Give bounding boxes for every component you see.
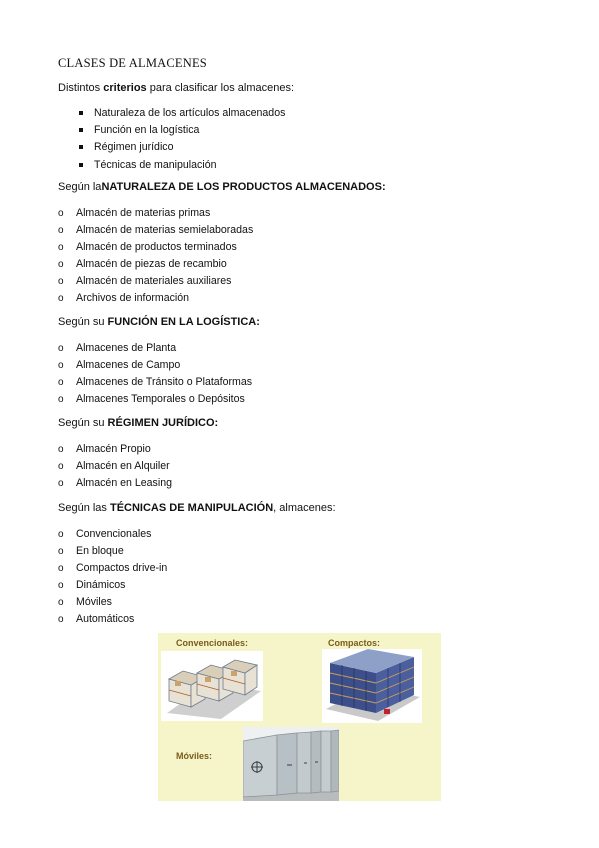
criteria-item — [58, 122, 285, 139]
circle-bullet-icon: o — [58, 529, 64, 540]
circle-bullet-icon: o — [58, 597, 64, 609]
section-heading-naturaleza — [58, 181, 386, 193]
list-item-label: Almacén de materias semielaboradas — [76, 224, 254, 237]
list-item — [58, 391, 252, 408]
list-item — [58, 290, 253, 307]
list-item-label: En bloque — [76, 545, 124, 558]
section-prefix: Según la — [58, 181, 102, 193]
list-item — [58, 239, 253, 256]
list-item — [58, 526, 167, 543]
circle-bullet-icon: o — [58, 225, 64, 237]
list-item-label: Almacén en Leasing — [76, 477, 172, 490]
list-item-label: Dinámicos — [76, 579, 126, 592]
list-item-label: Almacén de materiales auxiliares — [76, 275, 232, 288]
list-item — [58, 543, 167, 560]
circle-bullet-icon: o — [58, 461, 64, 473]
list-item — [58, 594, 167, 611]
intro-suffix: para clasificar los almacenes: — [146, 82, 295, 94]
circle-bullet-icon: o — [58, 478, 64, 490]
list-item-label: Almacén de productos terminados — [76, 241, 237, 254]
circle-bullet-icon: o — [58, 242, 64, 254]
criteria-label: Función en la logística — [94, 124, 200, 137]
list-item-label: Almacenes de Planta — [76, 342, 177, 354]
warehouse-types-figure — [158, 633, 441, 801]
section-bold: RÉGIMEN JURÍDICO: — [107, 417, 219, 429]
circle-bullet-icon: o — [58, 293, 64, 305]
list-item — [58, 441, 172, 458]
mobile-shelving-image — [243, 727, 339, 801]
list-item — [58, 273, 253, 290]
figure-label-convencionales: Convencionales: — [176, 638, 249, 648]
list-item-label: Almacenes de Campo — [76, 359, 181, 372]
intro-bold: criterios — [103, 82, 147, 94]
section-suffix: , almacenes: — [273, 502, 336, 514]
circle-bullet-icon: o — [58, 444, 64, 455]
list-item — [58, 458, 172, 475]
circle-bullet-icon: o — [58, 377, 64, 389]
list-item — [58, 374, 252, 391]
list-item-label: Almacén de piezas de recambio — [76, 258, 227, 271]
list-tecnicas — [58, 526, 167, 629]
list-item-label: Compactos drive-in — [76, 562, 168, 575]
document-title: CLASES DE ALMACENES — [58, 56, 207, 70]
list-item — [58, 475, 172, 492]
section-bold: FUNCIÓN EN LA LOGÍSTICA: — [107, 316, 260, 328]
criteria-label: Técnicas de manipulación — [94, 158, 217, 171]
list-item-label: Almacenes Temporales o Depósitos — [76, 393, 245, 406]
intro-paragraph — [58, 82, 294, 94]
list-item — [58, 560, 167, 577]
criteria-item — [58, 105, 285, 122]
criteria-label: Régimen jurídico — [94, 141, 174, 154]
figure-label-compactos: Compactos: — [328, 638, 381, 648]
section-heading-funcion — [58, 316, 260, 328]
section-bold: TÉCNICAS DE MANIPULACIÓN — [109, 502, 274, 514]
list-item — [58, 340, 252, 357]
conventional-warehouse-image — [161, 651, 263, 721]
circle-bullet-icon: o — [58, 276, 64, 288]
list-item — [58, 205, 253, 222]
criteria-label: Naturaleza de los artículos almacenados — [94, 107, 286, 119]
list-item-label: Almacén de materias primas — [76, 207, 211, 219]
list-item-label: Almacén en Alquiler — [76, 460, 170, 473]
section-prefix: Según las — [58, 502, 110, 514]
figure-label-moviles: Móviles: — [176, 751, 213, 761]
circle-bullet-icon: o — [58, 394, 64, 406]
list-item-label: Almacenes de Tránsito o Plataformas — [76, 376, 253, 389]
square-bullet-icon — [79, 163, 83, 167]
circle-bullet-icon: o — [58, 546, 64, 558]
section-heading-regimen — [58, 417, 218, 429]
square-bullet-icon — [79, 145, 83, 149]
list-item-label: Automáticos — [76, 613, 135, 626]
list-item-label: Convencionales — [76, 528, 152, 540]
circle-bullet-icon: o — [58, 208, 64, 219]
section-bold: NATURALEZA DE LOS PRODUCTOS ALMACENADOS: — [101, 181, 386, 193]
list-item — [58, 256, 253, 273]
circle-bullet-icon: o — [58, 563, 64, 575]
section-prefix: Según su — [58, 417, 108, 429]
square-bullet-icon — [79, 111, 83, 115]
list-funcion — [58, 340, 252, 408]
list-item — [58, 222, 253, 239]
square-bullet-icon — [79, 128, 83, 132]
list-regimen — [58, 441, 172, 492]
circle-bullet-icon: o — [58, 614, 64, 626]
section-prefix: Según su — [58, 316, 108, 328]
criteria-list — [58, 105, 285, 174]
criteria-item — [58, 157, 285, 174]
compact-warehouse-image — [322, 649, 422, 723]
intro-prefix: Distintos — [58, 82, 104, 94]
list-item — [58, 611, 167, 628]
list-item — [58, 357, 252, 374]
criteria-item — [58, 139, 285, 156]
list-item-label: Almacén Propio — [76, 443, 151, 455]
section-heading-tecnicas — [58, 502, 336, 514]
circle-bullet-icon: o — [58, 580, 64, 592]
circle-bullet-icon: o — [58, 343, 64, 354]
list-item-label: Móviles — [76, 596, 112, 609]
circle-bullet-icon: o — [58, 259, 64, 271]
list-item — [58, 577, 167, 594]
circle-bullet-icon: o — [58, 360, 64, 372]
list-naturaleza — [58, 205, 253, 308]
list-item-label: Archivos de información — [76, 292, 190, 305]
